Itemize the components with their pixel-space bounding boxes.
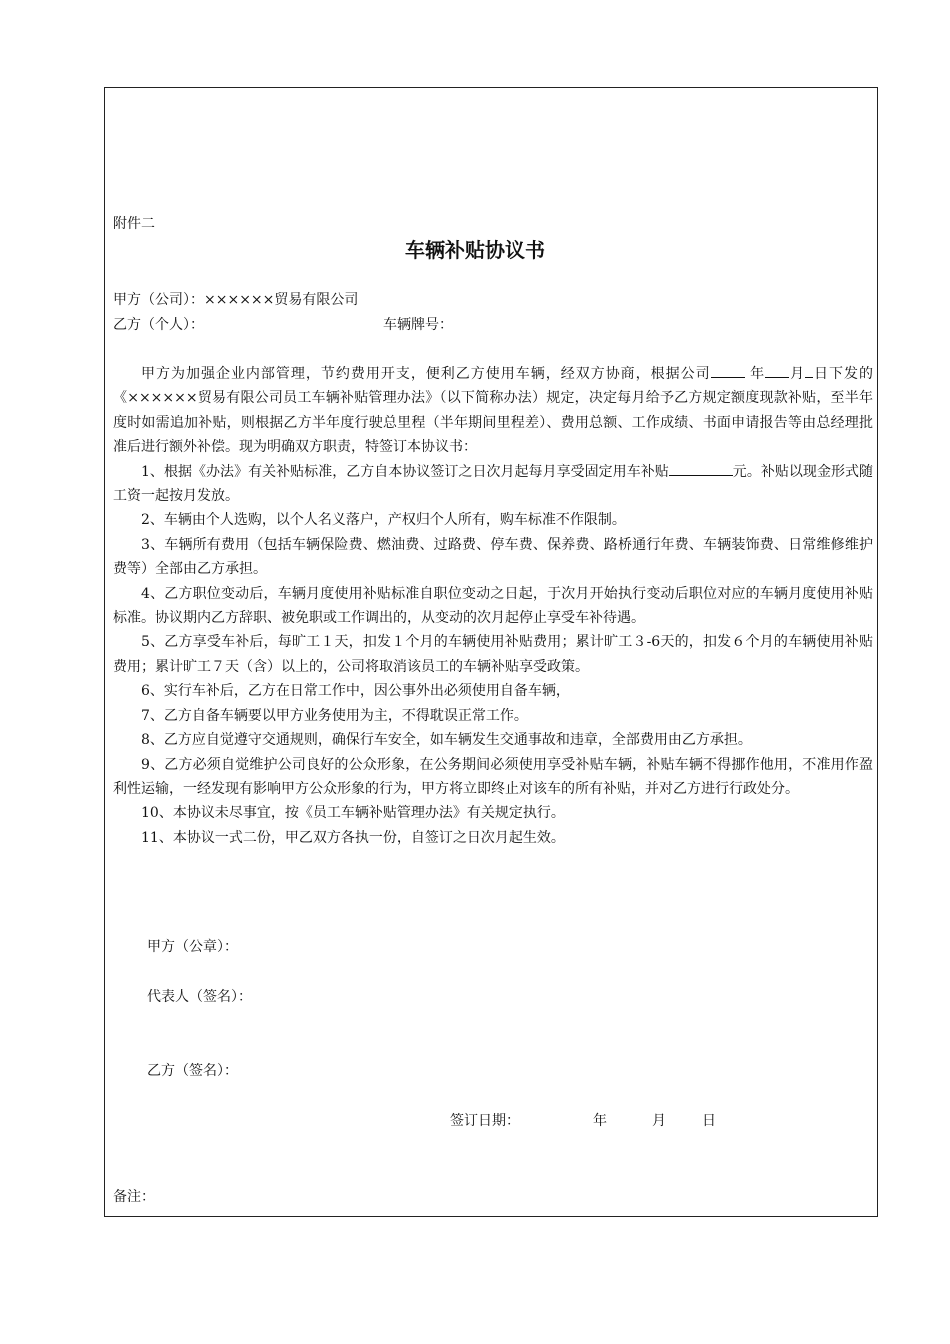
intro-year: 年 — [750, 366, 766, 382]
signing-date-month: 月 — [652, 1113, 666, 1129]
party-b-line: 乙方（个人）： — [113, 317, 204, 333]
party-a-line: 甲方（公司）：××××××贸易有限公司 — [113, 292, 359, 308]
attachment-label: 附件二 — [113, 216, 155, 232]
clause-6: 6、实行车补后，乙方在日常工作中，因公事外出必须使用自备车辆， — [141, 683, 570, 700]
intro-part1: 甲方为加强企业内部管理，节约费用开支，便利乙方使用车辆，经双方协商，根据公司 — [141, 366, 711, 382]
clause-10: 10、本协议未尽事宜，按《员工车辆补贴管理办法》有关规定执行。 — [141, 805, 565, 822]
signing-date-day: 日 — [702, 1113, 716, 1129]
intro-paragraph — [113, 362, 873, 460]
clause-3: 3、车辆所有费用（包括车辆保险费、燃油费、过路费、停车费、保养费、路桥通行年费、车辆装饰费、日常维修维护费等）全部由乙方承担。 — [113, 536, 873, 578]
signing-date-year: 年 — [593, 1113, 607, 1129]
clause-1-part2: 元。补贴以现金形式随工资一起按月发放。 — [113, 463, 874, 505]
intro-part2: 日下发的《××××××贸易有限公司员工车辆补贴管理办法》（以下简称办法）规定，决定每月给予乙方规定额度现款补贴，至半年度时如需追加补贴，则根据乙方半年度行驶总里程（半年期间里程差）、费用总额、工作成绩、书面申请报告等由总经理批准后进行额外补偿。现为明确双方职责，特签订本协议书： — [113, 366, 874, 456]
document-title: 车辆补贴协议书 — [405, 238, 545, 262]
month-blank — [765, 363, 789, 378]
clause-1-part1: 1、根据《办法》有关补贴标准，乙方自本协议签订之日次月起每月享受固定用车补贴 — [141, 463, 669, 480]
subsidy-amount-blank — [669, 461, 733, 476]
remarks-label: 备注： — [113, 1189, 155, 1205]
plate-number-label: 车辆牌号： — [383, 317, 453, 333]
signing-date-label: 签订日期： — [450, 1113, 520, 1129]
year-blank — [711, 363, 745, 378]
clause-7: 7、乙方自备车辆要以甲方业务使用为主，不得耽误正常工作。 — [141, 707, 528, 724]
clause-2: 2、车辆由个人选购，以个人名义落户，产权归个人所有，购车标准不作限制。 — [141, 512, 626, 529]
clause-5: 5、乙方享受车补后，每旷工１天，扣发１个月的车辆使用补贴费用；累计旷工３-6天的，扣发６个月的车辆使用补贴费用；累计旷工７天（含）以上的，公司将取消该员工的车辆补贴享受政策。 — [113, 634, 873, 675]
representative-signature-label: 代表人（签名）： — [147, 989, 252, 1005]
clause-11: 11、本协议一式二份，甲乙双方各执一份，自签订之日次月起生效。 — [141, 829, 565, 846]
day-blank — [805, 363, 813, 378]
clause-9: 9、乙方必须自觉维护公司良好的公众形象，在公务期间必须使用享受补贴车辆，补贴车辆不得挪作他用，不准用作盈利性运输，一经发现有影响甲方公众形象的行为，甲方将立即终止对该车的所有补贴，并对乙方进行行政处分。 — [113, 756, 873, 797]
clause-1 — [113, 460, 873, 509]
clause-4: 4、乙方职位变动后，车辆月度使用补贴标准自职位变动之日起，于次月开始执行变动后职位对应的车辆月度使用补贴标准。协议期内乙方辞职、被免职或工作调出的，从变动的次月起停止享受车补待遇。 — [113, 585, 873, 627]
agreement-body — [113, 362, 873, 850]
party-a-seal-label: 甲方（公章）： — [147, 939, 238, 955]
clause-8: 8、乙方应自觉遵守交通规则，确保行车安全，如车辆发生交通事故和违章，全部费用由乙方承担。 — [141, 732, 752, 749]
intro-month: 月 — [789, 366, 806, 382]
party-b-signature-label: 乙方（签名）： — [147, 1063, 238, 1079]
